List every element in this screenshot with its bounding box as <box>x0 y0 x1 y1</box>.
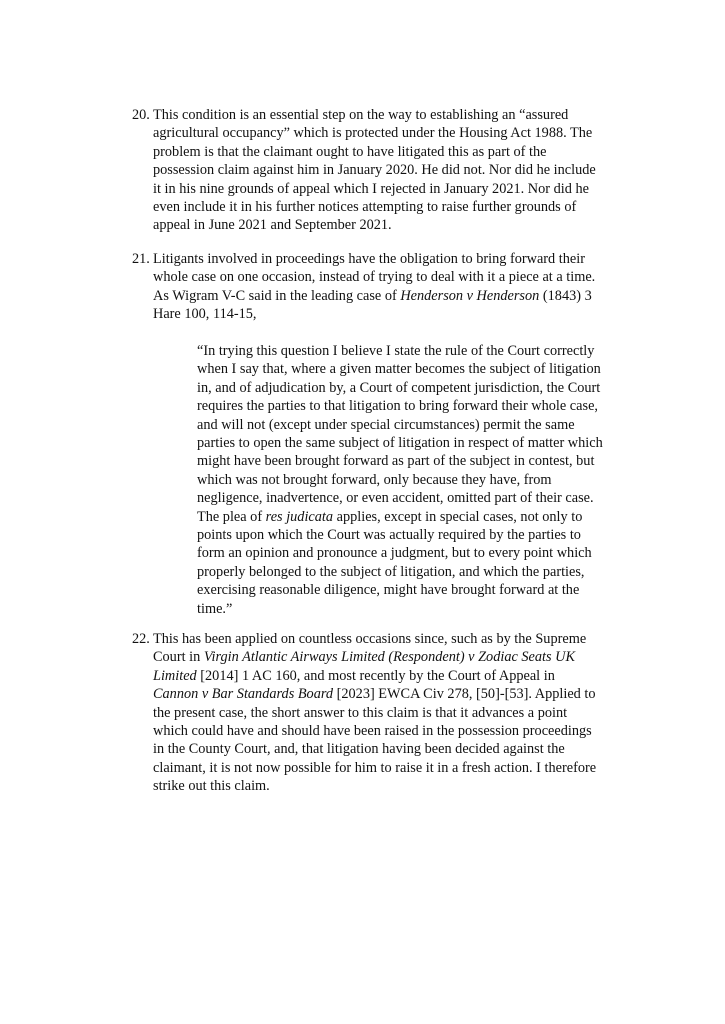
text-line <box>153 161 612 179</box>
text-line <box>197 360 617 378</box>
text-run: As Wigram V-C said in the leading case of <box>153 287 401 304</box>
text-line <box>153 124 612 142</box>
text-line <box>153 305 612 323</box>
paragraph-22 <box>132 630 612 796</box>
text-run: exercising reasonable diligence, might have brought forward at the <box>197 582 580 599</box>
text-run: Hare 100, 114-15, <box>153 306 257 323</box>
italic-text: Henderson v Henderson <box>400 287 540 304</box>
text-line <box>153 667 612 685</box>
text-run: and will not (except under special circumstances) permit the same <box>197 416 575 433</box>
text-run: which was not brought forward, only because they have, from <box>197 471 552 488</box>
text-line <box>153 268 612 286</box>
text-line <box>153 143 612 161</box>
text-run: requires the parties to that litigation to bring forward their whole case, <box>197 398 598 415</box>
text-run: This has been applied on countless occasions since, such as by the Supreme <box>153 631 587 647</box>
paragraph-body <box>153 106 612 235</box>
text-line <box>153 704 612 722</box>
paragraph-number: 22. <box>132 631 150 647</box>
text-run: whole case on one occasion, instead of trying to deal with it a piece at a time. <box>153 269 596 286</box>
text-line <box>153 250 612 268</box>
text-run: (1843) 3 <box>539 287 592 304</box>
text-line <box>197 581 617 599</box>
text-run: when I say that, where a given matter becomes the subject of litigation <box>197 361 601 378</box>
paragraph-body <box>153 630 612 796</box>
text-line <box>153 287 612 305</box>
text-run: possession claim against him in January 2020. He did not. Nor did he include <box>153 162 596 179</box>
text-run: the present case, the short answer to this claim is that it advances a point <box>153 704 568 721</box>
text-line <box>197 526 617 544</box>
text-line <box>153 740 612 758</box>
text-run: form an opinion and pronounce a judgment, but to every point which <box>197 545 592 562</box>
text-run: time.” <box>197 600 233 617</box>
text-line <box>197 600 617 618</box>
text-run: “In trying this question I believe I state the rule of the Court correctly <box>197 343 595 359</box>
text-run: strike out this claim. <box>153 778 270 795</box>
italic-text: res judicata <box>265 508 334 525</box>
text-run: it in his nine grounds of appeal which I rejected in January 2021. Nor did he <box>153 180 589 197</box>
paragraph-number: 20. <box>132 107 150 123</box>
text-run: points upon which the Court was actually required by the parties to <box>197 527 581 544</box>
block-quote <box>197 342 617 618</box>
paragraph-20 <box>132 106 612 235</box>
text-run: negligence, inadvertence, or even accident, omitted part of their case. <box>197 490 594 507</box>
text-run: claimant, it is not now possible for him to raise it in a fresh action. I therefore <box>153 759 597 776</box>
text-line <box>197 434 617 452</box>
text-line <box>153 180 612 198</box>
text-line <box>197 471 617 489</box>
text-line <box>153 648 612 666</box>
text-line <box>153 722 612 740</box>
paragraph-number: 21. <box>132 251 150 267</box>
text-run: properly belonged to the subject of litigation, and which the parties, <box>197 563 585 580</box>
text-line <box>153 759 612 777</box>
text-line <box>197 489 617 507</box>
text-run: might have been brought forward as part of the subject in contest, but <box>197 453 595 470</box>
text-run: which could have and should have been raised in the possession proceedings <box>153 723 592 740</box>
paragraph-body <box>153 250 612 324</box>
text-run: problem is that the claimant ought to have litigated this as part of the <box>153 143 547 160</box>
italic-text: Virgin Atlantic Airways Limited (Respondent) v Zodiac Seats UK <box>203 649 576 666</box>
text-run: in the County Court, and, that litigation having been decided against the <box>153 741 565 758</box>
text-run: Court in <box>153 649 204 666</box>
paragraph-21 <box>132 250 612 324</box>
text-line <box>153 106 612 124</box>
text-line <box>153 630 612 648</box>
text-run: This condition is an essential step on the way to establishing an “assured <box>153 107 569 123</box>
text-run: [2014] 1 AC 160, and most recently by the Court of Appeal in <box>196 667 555 684</box>
text-run: even include it in his further notices attempting to raise further grounds of <box>153 199 577 216</box>
text-run: appeal in June 2021 and September 2021. <box>153 217 392 234</box>
text-line <box>197 397 617 415</box>
text-run: The plea of <box>197 508 266 525</box>
text-run: [2023] EWCA Civ 278, [50]-[53]. Applied to <box>333 686 596 703</box>
text-line <box>153 198 612 216</box>
italic-text: Cannon v Bar Standards Board <box>153 686 334 703</box>
text-run: applies, except in special cases, not only to <box>333 508 583 525</box>
text-line <box>153 216 612 234</box>
italic-text: Limited <box>153 667 197 684</box>
text-line <box>197 544 617 562</box>
text-line <box>197 416 617 434</box>
text-line <box>197 452 617 470</box>
text-run: in, and of adjudication by, a Court of competent jurisdiction, the Court <box>197 379 601 396</box>
text-run: Litigants involved in proceedings have the obligation to bring forward their <box>153 251 585 267</box>
text-line <box>197 508 617 526</box>
text-line <box>153 777 612 795</box>
text-line <box>153 685 612 703</box>
text-run: parties to open the same subject of litigation in respect of matter which <box>197 435 603 452</box>
text-line <box>197 379 617 397</box>
text-run: agricultural occupancy” which is protected under the Housing Act 1988. The <box>153 125 593 142</box>
text-line <box>197 563 617 581</box>
text-line <box>197 342 617 360</box>
